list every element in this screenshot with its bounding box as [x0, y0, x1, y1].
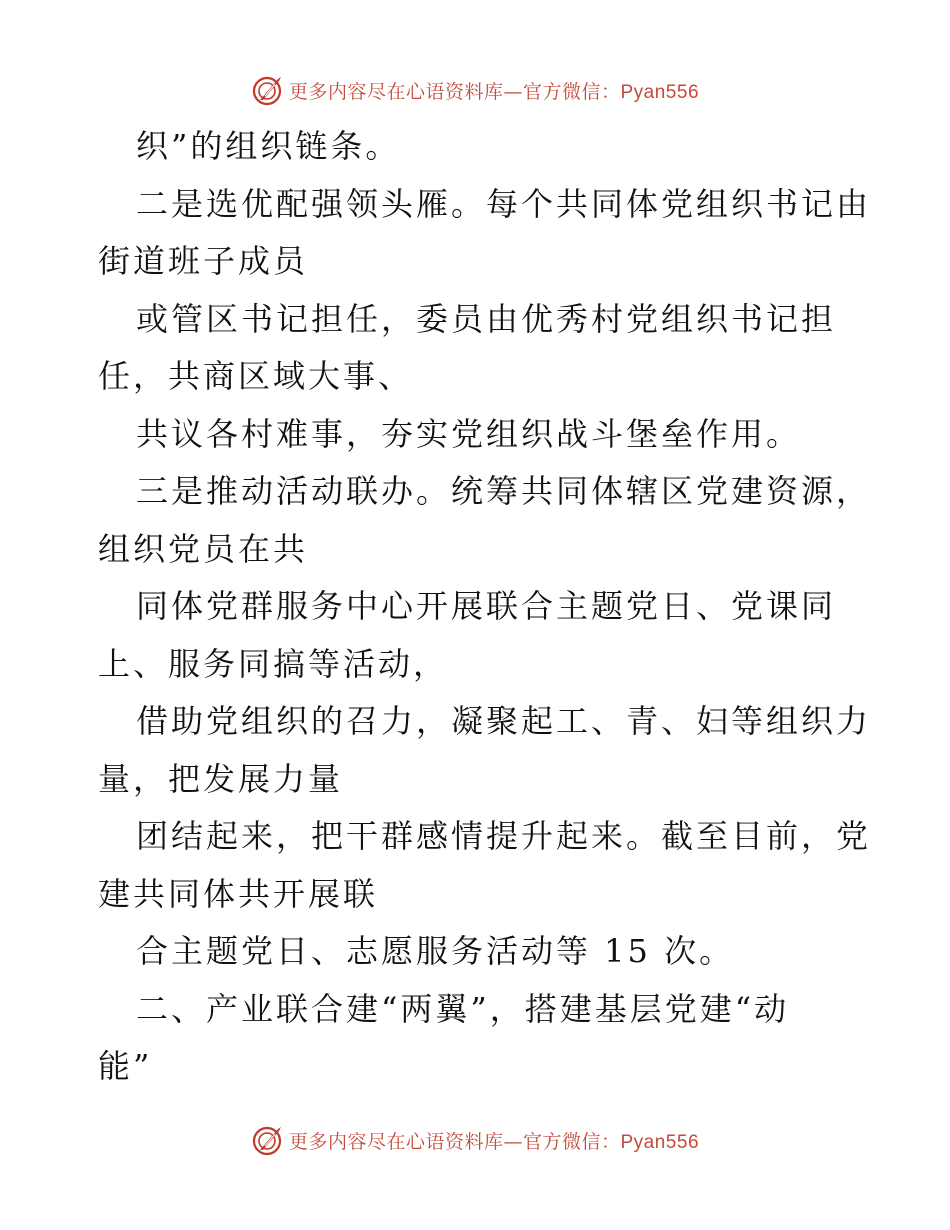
text-line: 上、服务同搞等活动， [98, 644, 449, 683]
text-line: 能” [98, 1047, 153, 1085]
document-body [98, 118, 872, 1096]
text-line: 二、产业联合建“两翼”，搭建基层党建“动 [136, 989, 790, 1028]
header-banner [0, 70, 950, 110]
wechat-id: Pyan556 [620, 81, 700, 103]
text-line: 街道班子成员 [98, 242, 309, 280]
quill-pen-logo-icon [251, 1123, 285, 1157]
text-line: 或管区书记担任，委员由优秀村党组织书记担 [136, 299, 837, 338]
text-line: 同体党群服务中心开展联合主题党日、党课同 [136, 587, 837, 625]
text-line: 任，共商区域大事、 [98, 357, 414, 395]
text-line: 组织党员在共 [98, 529, 309, 568]
text-line: 三是推动活动联办。统筹共同体辖区党建资源， [136, 472, 872, 510]
banner-text: 更多内容尽在心语资料库—官方微信：Pyan556 [288, 80, 700, 103]
text-line: 合主题党日、志愿服务活动等 15 次。 [136, 932, 735, 970]
text-line: 量，把发展力量 [98, 759, 344, 798]
text-line: 二是选优配强领头雁。每个共同体党组织书记由 [136, 184, 872, 223]
text-line: 织”的组织链条。 [136, 127, 401, 165]
text-line: 团结起来，把干群感情提升起来。截至目前，党 [136, 817, 872, 855]
text-line: 共议各村难事，夯实党组织战斗堡垒作用。 [136, 414, 802, 453]
text-line: 建共同体共开展联 [98, 874, 379, 913]
quill-pen-logo-icon [251, 73, 285, 107]
text-line: 借助党组织的召力，凝聚起工、青、妇等组织力 [136, 702, 872, 740]
wechat-id: Pyan556 [620, 1131, 700, 1153]
footer-banner [0, 1120, 950, 1160]
banner-text: 更多内容尽在心语资料库—官方微信：Pyan556 [288, 1130, 700, 1153]
